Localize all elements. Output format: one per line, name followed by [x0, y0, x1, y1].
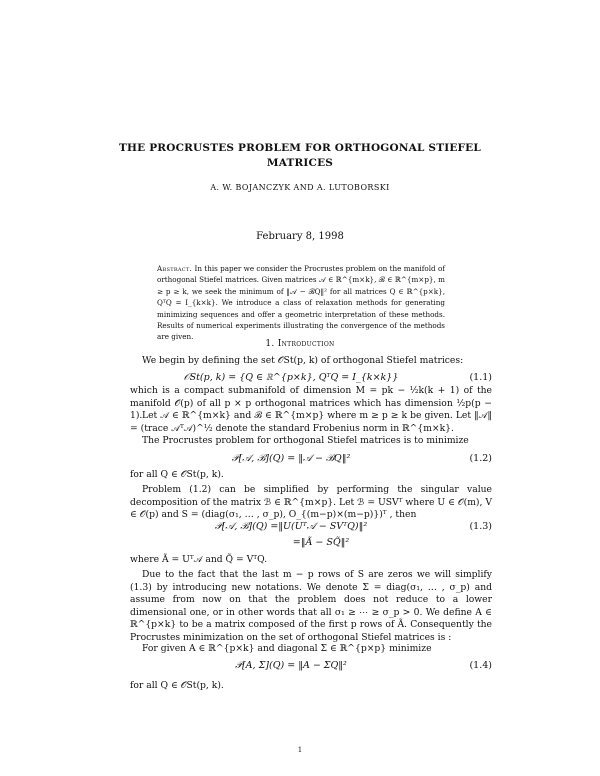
section-heading	[100, 339, 500, 349]
equation-1-3-line-1: 𝒫[𝒜, ℬ](Q) =‖U(Uᵀ𝒜 − SVᵀQ)‖²	[214, 521, 368, 532]
date: February 8, 1998	[256, 231, 344, 242]
equation-1-2-body: 𝒫[𝒜, ℬ](Q) = ‖𝒜 − ℬQ‖²	[231, 453, 351, 464]
abstract-text: In this paper we consider the Procrustes problem on the manifold of orthogonal Stiefel matrices. Given matrices 𝒜 ∈ ℝ^{m×k}, ℬ ∈ ℝ^{m×p}, m ≥ p ≥ k, we seek the minimum of ‖𝒜 − ℬQ‖² for all matrices Q ∈ ℝ^{p×k}, QᵀQ = I_{k×k}. We introduce a class of relaxation methods for generating minimizing sequences and offer a geometric interpretation of these methods. Results of numerical experiments illustrating the convergence of the methods are given.	[157, 264, 445, 342]
paragraph-6: Problem (1.2) can be simplified by performing the singular value decomposition of the matrix ℬ ∈ ℝ^{m×p}. Let ℬ = USVᵀ where U ∈ 𝒪(m), V ∈ 𝒪(p) and S = (diag(σ₁, … , σ_p), O_{(m−p)×(m−p)})ᵀ , then	[130, 484, 492, 520]
section-number: 1.	[265, 339, 275, 349]
paragraph-2: which is a compact submanifold of dimension M = pk − ½k(k + 1) of the manifold 𝒪(p) of all p × p orthogonal matrices which has dimension ½p(p − 1).	[130, 385, 492, 421]
equation-1-3-line-2: =‖Ã − SQ̃‖²	[292, 537, 350, 548]
equation-1-2	[130, 453, 492, 467]
equation-1-1	[130, 372, 492, 386]
page-number: 1	[297, 746, 303, 754]
equation-1-2-number: (1.2)	[469, 453, 492, 464]
paragraph-3: Let 𝒜 ∈ ℝ^{m×k} and ℬ ∈ ℝ^{m×p} where m ≥ p ≥ k be given. Let ‖𝒜‖ = (trace 𝒜ᵀ𝒜)^½ denote the standard Frobenius norm in ℝ^{m×k}.	[130, 410, 492, 434]
section-title: Introduction	[277, 339, 335, 349]
paragraph-7: where Ã = Uᵀ𝒜 and Q̃ = VᵀQ.	[130, 554, 268, 565]
equation-1-3-number: (1.3)	[469, 521, 492, 532]
paragraph-8: Due to the fact that the last m − p rows of S are zeros we will simplify (1.3) by introducing new notations. We denote Σ = diag(σ₁, … , σ_p) and assume from now on that the problem does not reduce to a lower dimensional one, or in other words that all σ₁ ≥ ⋯ ≥ σ_p > 0. We define A ∈ ℝ^{p×k} to be a matrix composed of the first p rows of Ã. Consequently the Procrustes minimization on the set of orthogonal Stiefel matrices is :	[130, 569, 492, 643]
paragraph-4: The Procrustes problem for orthogonal Stiefel matrices is to minimize	[142, 435, 469, 446]
paragraph-9: For given A ∈ ℝ^{p×k} and diagonal Σ ∈ ℝ^{p×p} minimize	[142, 643, 432, 654]
title-line-1: THE PROCRUSTES PROBLEM FOR ORTHOGONAL STIEFEL	[119, 142, 481, 154]
title-line-2: MATRICES	[266, 157, 334, 169]
paragraph-1: We begin by defining the set 𝒪St(p, k) of orthogonal Stiefel matrices:	[142, 355, 464, 366]
authors: A. W. BOJANCZYK AND A. LUTOBORSKI	[210, 183, 390, 192]
paragraph-10: for all Q ∈ 𝒪St(p, k).	[130, 680, 224, 691]
equation-1-4-number: (1.4)	[469, 660, 492, 671]
paragraph-5: for all Q ∈ 𝒪St(p, k).	[130, 469, 224, 480]
abstract-label: Abstract.	[157, 264, 193, 273]
equation-1-4-body: 𝒫[A, Σ](Q) = ‖A − ΣQ‖²	[235, 660, 347, 671]
equation-1-1-body: 𝒪St(p, k) = {Q ∈ ℝ^{p×k}, QᵀQ = I_{k×k}}	[183, 372, 399, 383]
equation-1-1-number: (1.1)	[469, 372, 492, 383]
equation-1-3	[130, 521, 492, 535]
equation-1-4	[130, 660, 492, 674]
equation-1-3-continued	[130, 537, 492, 551]
abstract	[157, 263, 445, 343]
paper-title	[100, 141, 500, 171]
